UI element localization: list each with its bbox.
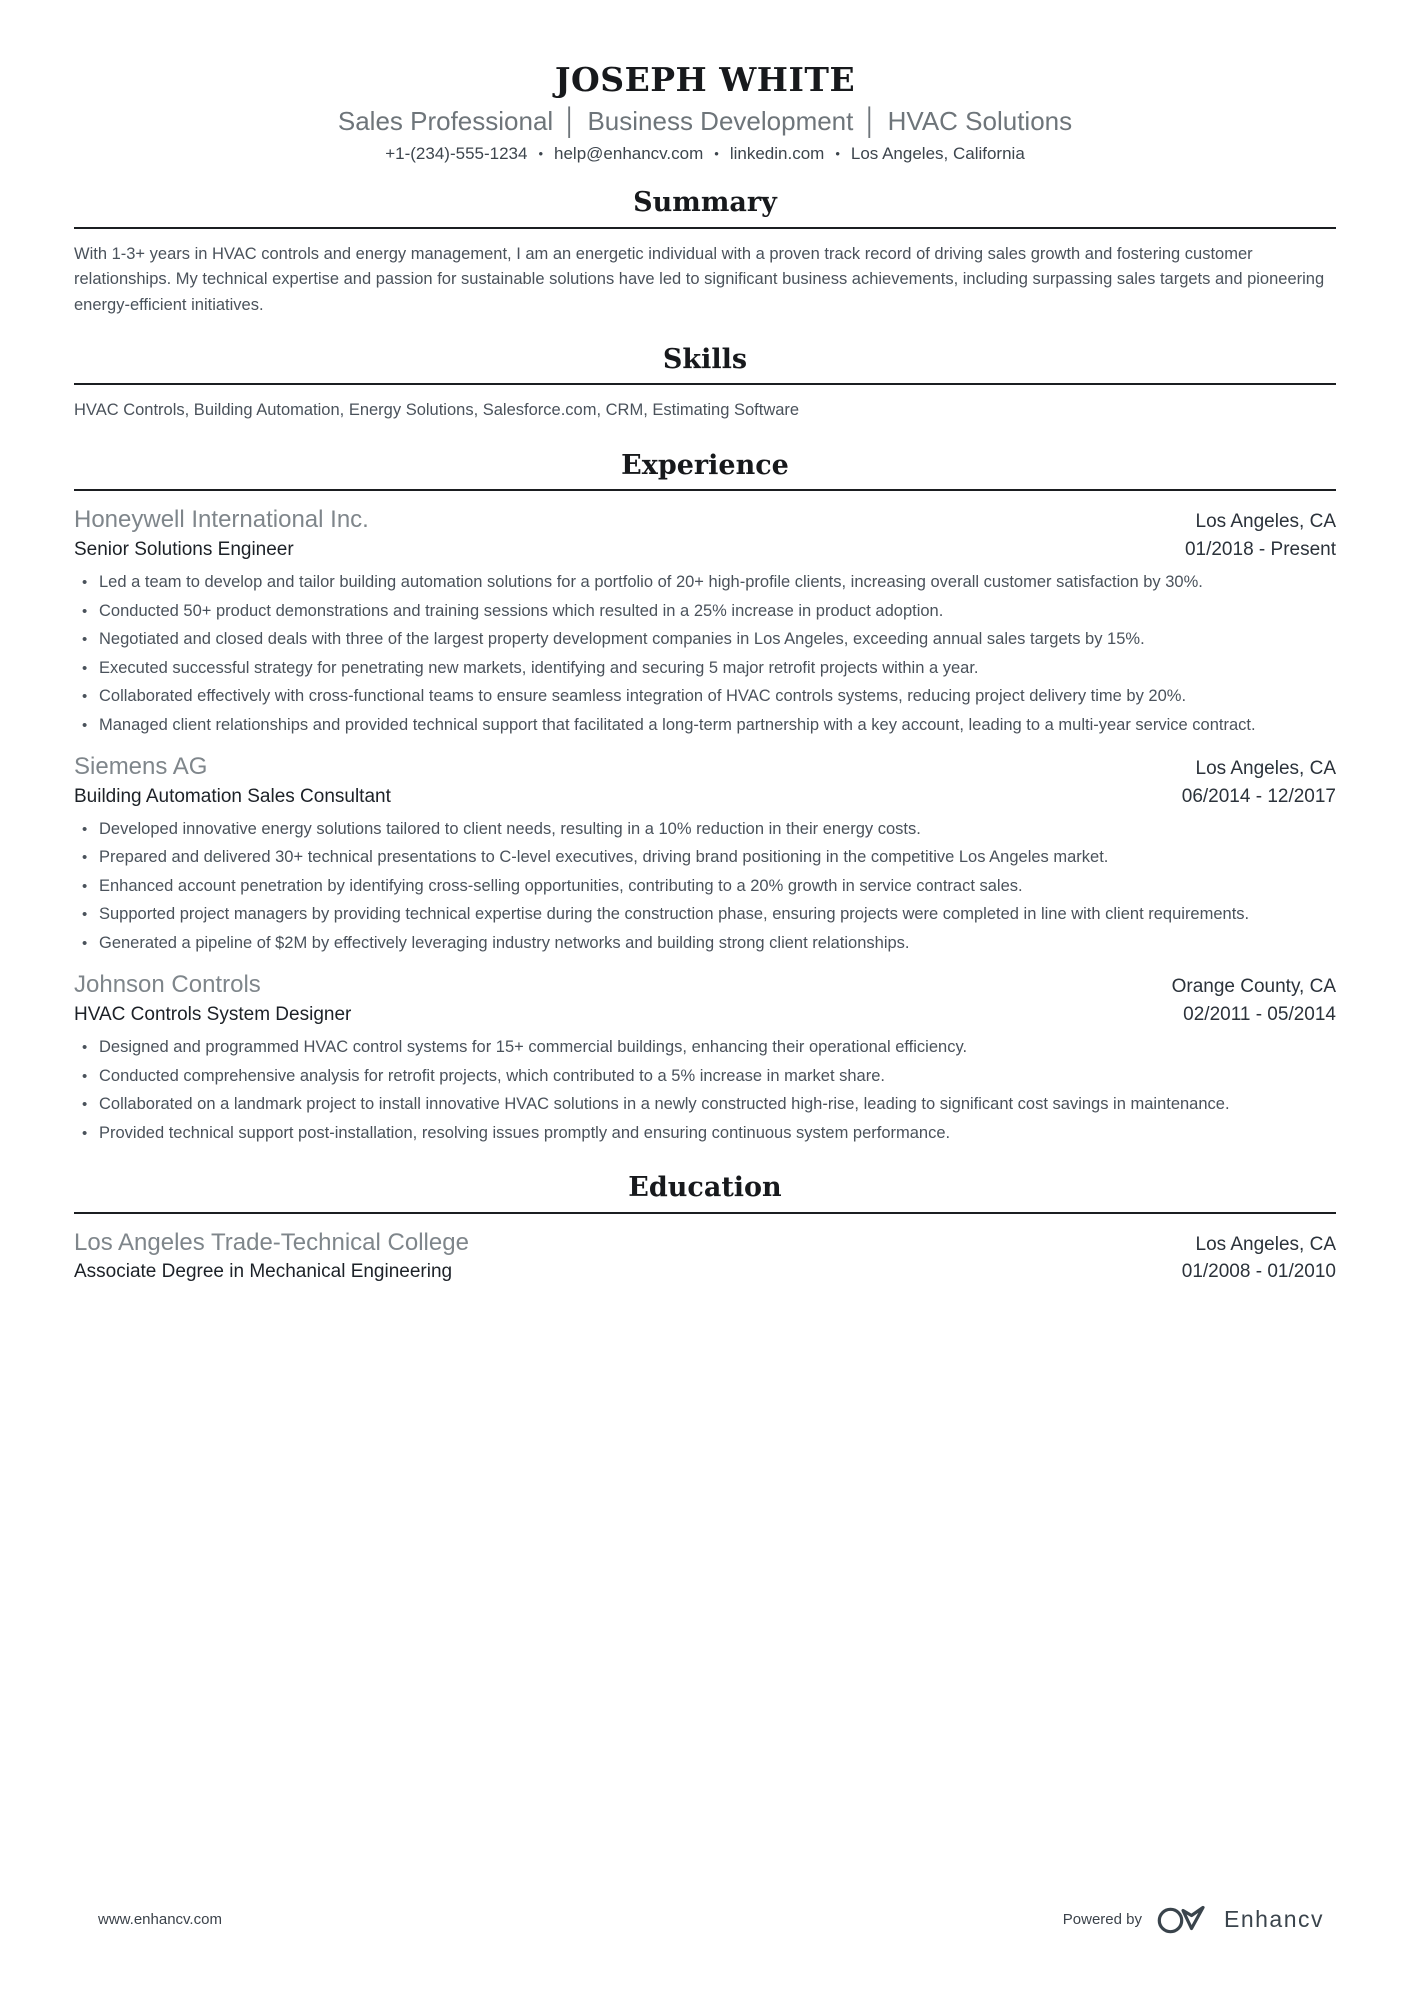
entry-dates: 01/2008 - 01/2010 [1181, 1261, 1336, 1283]
company-name: Johnson Controls [74, 971, 261, 999]
entry-location: Orange County, CA [1171, 976, 1336, 998]
experience-entry [74, 506, 1336, 738]
bullet-item: • Generated a pipeline of $2M by effectively leveraging industry networks and building strong client relationships. [74, 931, 1336, 957]
bullet-item: • Executed successful strategy for penetrating new markets, identifying and securing 5 major retrofit projects within a year. [74, 656, 1336, 682]
entry-location: Los Angeles, CA [1195, 758, 1336, 780]
section-experience [74, 450, 1336, 1146]
skills-heading: Skills [662, 344, 748, 376]
section-divider [74, 1212, 1336, 1214]
contact-separator: • [714, 146, 719, 162]
company-name: Siemens AG [74, 753, 208, 781]
entry-dates: 01/2018 - Present [1184, 539, 1336, 561]
job-title: Senior Solutions Engineer [74, 539, 294, 561]
bullet-item: • Collaborated on a landmark project to install innovative HVAC solutions in a newly constructed high-rise, leading to significant cost savings in maintenance. [74, 1092, 1336, 1118]
company-name: Honeywell International Inc. [74, 506, 369, 534]
enhancv-logo-icon [1156, 1899, 1210, 1939]
email-link[interactable]: help@enhancv.com [554, 144, 704, 164]
bullet-list [74, 817, 1336, 957]
powered-by-label: Powered by [1062, 1910, 1142, 1928]
bullet-item: • Collaborated effectively with cross-functional teams to ensure seamless integration of HVAC controls systems, reducing project delivery time by 20%. [74, 684, 1336, 710]
entry-header-row [74, 506, 1336, 535]
page-footer [98, 1899, 1324, 1939]
bullet-item: • Conducted 50+ product demonstrations and training sessions which resulted in a 25% increase in product adoption. [74, 599, 1336, 625]
contact-separator: • [835, 146, 840, 162]
bullet-item: • Supported project managers by providing technical expertise during the construction phase, ensuring projects were completed in line with client requirements. [74, 902, 1336, 928]
school-name: Los Angeles Trade-Technical College [74, 1228, 469, 1256]
entry-location: Los Angeles, CA [1195, 511, 1336, 533]
entry-location: Los Angeles, CA [1195, 1233, 1336, 1255]
section-divider [74, 489, 1336, 491]
experience-heading: Experience [621, 449, 789, 481]
title-part: HVAC Solutions [887, 106, 1073, 137]
bullet-item: • Negotiated and closed deals with three of the largest property development companies in Los Angeles, exceeding annual sales targets by 15%. [74, 627, 1336, 653]
title-separator: │ [862, 106, 879, 137]
experience-entry [74, 971, 1336, 1146]
job-title: HVAC Controls System Designer [74, 1004, 352, 1026]
entry-role-row [74, 1004, 1336, 1026]
phone-number: +1-(234)-555-1234 [385, 144, 528, 164]
education-entry [74, 1229, 1336, 1284]
bullet-item: • Provided technical support post-installation, resolving issues promptly and ensuring continuous system performance. [74, 1121, 1336, 1147]
bullet-item: • Prepared and delivered 30+ technical presentations to C-level executives, driving brand positioning in the competitive Los Angeles market. [74, 845, 1336, 871]
entry-dates: 06/2014 - 12/2017 [1181, 785, 1336, 807]
contact-separator: • [538, 146, 544, 162]
bullet-item: • Led a team to develop and tailor building automation solutions for a portfolio of 20+ high-profile clients, increasing overall customer satisfaction by 30%. [74, 570, 1336, 596]
resume-header [74, 62, 1336, 164]
experience-entry [74, 753, 1336, 956]
section-education [74, 1172, 1336, 1283]
summary-heading: Summary [633, 187, 777, 219]
bullet-list [74, 1035, 1336, 1146]
skills-list: HVAC Controls, Building Automation, Energy Solutions, Salesforce.com, CRM, Estimating Software [74, 401, 800, 420]
bullet-item: • Managed client relationships and provided technical support that facilitated a long-term partnership with a key account, leading to a multi-year service contract. [74, 713, 1336, 739]
bullet-list [74, 570, 1336, 738]
location-text: Los Angeles, California [850, 144, 1025, 164]
bullet-item: • Conducted comprehensive analysis for retrofit projects, which contributed to a 5% increase in market share. [74, 1064, 1336, 1090]
section-divider [74, 227, 1336, 229]
summary-text: With 1-3+ years in HVAC controls and energy management, I am an energetic individual with a proven track record of driving sales growth and fostering customer relationships. My technical expertise and passion for sustainable solutions have led to significant business achievements, including surpassing sales targets and pioneering energy-efficient initiatives. [74, 244, 1325, 314]
section-skills [74, 344, 1336, 424]
entry-header-row [74, 753, 1336, 782]
title-separator: │ [562, 106, 579, 137]
entry-dates: 02/2011 - 05/2014 [1183, 1004, 1336, 1026]
entry-header-row [74, 971, 1336, 1000]
linkedin-link[interactable]: linkedin.com [729, 144, 825, 164]
section-divider [74, 383, 1336, 385]
powered-by-group [1063, 1899, 1324, 1939]
enhancv-site-link[interactable]: www.enhancv.com [98, 1910, 222, 1928]
entry-header-row [74, 1229, 1336, 1258]
entry-degree-row [74, 1261, 1336, 1283]
bullet-item: • Enhanced account penetration by identifying cross-selling opportunities, contributing to a 20% growth in service contract sales. [74, 874, 1336, 900]
entry-role-row [74, 786, 1336, 808]
degree-title: Associate Degree in Mechanical Engineering [74, 1261, 453, 1283]
contact-line [74, 144, 1336, 164]
entry-role-row [74, 539, 1336, 561]
title-part: Business Development [587, 106, 854, 137]
section-summary [74, 187, 1336, 318]
enhancv-wordmark: Enhancv [1223, 1905, 1324, 1932]
title-part: Sales Professional [337, 106, 554, 137]
candidate-title [74, 107, 1336, 137]
bullet-item: • Developed innovative energy solutions tailored to client needs, resulting in a 10% reduction in their energy costs. [74, 817, 1336, 843]
job-title: Building Automation Sales Consultant [74, 785, 391, 807]
education-heading: Education [628, 1172, 782, 1204]
candidate-name: JOSEPH WHITE [554, 60, 856, 99]
bullet-item: • Designed and programmed HVAC control systems for 15+ commercial buildings, enhancing their operational efficiency. [74, 1035, 1336, 1061]
